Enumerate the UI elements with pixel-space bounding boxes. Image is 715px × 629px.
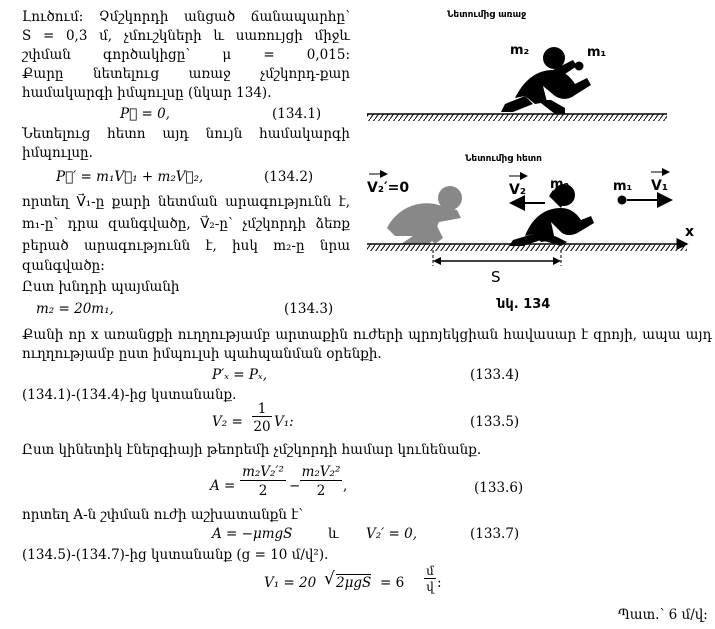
equation-number: (134.1)	[272, 106, 322, 122]
equation-number: (134.2)	[264, 169, 314, 185]
equation-number: (133.4)	[470, 367, 520, 383]
ice-surface-top	[367, 114, 667, 121]
sqrt-icon: √	[324, 569, 335, 589]
stone-after-icon	[618, 196, 627, 205]
equation-133-4: P′ₓ = Pₓ,	[212, 367, 268, 383]
conjunction: և	[328, 526, 339, 542]
text-line: որտեղ V⃗₁-ը քարի նետման արագությունն է,	[22, 194, 350, 210]
equation-134-1: P⃗ = 0,	[120, 106, 170, 122]
fraction-denominator: 2	[316, 483, 326, 499]
minus-sign: −	[289, 478, 301, 494]
answer: Պատ.՝ 6 մ/վ:	[618, 607, 708, 623]
label-x: x	[685, 224, 695, 240]
text-line: m₁-ը՝ դրա զանգվածը, V⃗₂-ը՝ չմշկորդի ձեռք	[22, 216, 350, 232]
ice-surface-bottom	[367, 244, 687, 251]
unit-numerator: մ	[424, 564, 436, 579]
sqrt-radicand: 2μgS	[336, 575, 372, 591]
text-line: Նետելուց հետո այդ նույն համակարգի	[22, 126, 350, 142]
equation-final-lhs: V₁ = 20	[264, 575, 317, 591]
label-m2-top: m₂	[510, 43, 530, 58]
label-m1-top: m₁	[587, 45, 607, 60]
label-m2-bottom: m₂	[550, 177, 570, 192]
text-line: զանգվածը:	[22, 258, 105, 274]
figure-134	[365, 0, 715, 320]
fraction-denominator: 2	[258, 483, 268, 499]
comma: ,	[343, 478, 348, 494]
equation-134-3: m₂ = 20m₁,	[36, 301, 114, 317]
label-s: S	[491, 268, 501, 286]
text-line: համակարգի իմպուլսը (նկար 134).	[22, 85, 272, 101]
text-line: շփման գործակիցը՝ μ = 0,015:	[22, 47, 350, 63]
text-line: որտեղ A-ն շփման ուժի աշխատանքն է՝	[22, 507, 304, 523]
caption-before: Նետումից առաջ	[447, 10, 527, 20]
colon: :	[437, 575, 442, 591]
text-line: S = 0,3 մ, չմուշկների և սառույցի միջև	[22, 28, 350, 44]
label-m1-bottom: m₁	[613, 179, 633, 194]
text-line: Քանի որ x առանցքի ուղղությամբ արտաքին ուժերի պրոյեկցիան հավասար է զրոյի, ապա այդ	[22, 327, 712, 343]
text-line: Ըստ կինետիկ էներգիայի թեորեմի չմշկորդի համար կունենանք.	[22, 442, 482, 458]
fraction-numerator: 1	[252, 402, 272, 417]
text-line: ուղղությամբ ըստ իմպուլսի պահպանման օրենքի.	[22, 346, 382, 362]
text-line: իմպուլսը.	[22, 145, 93, 161]
text-line: բերած արագությունն է, իսկ m₂-ը նրա	[22, 238, 350, 254]
text-line: Ըստ խնդրի պայմանի	[22, 279, 180, 295]
text-line: Լուծում: Չմշկորդի անցած ճանապարհը՝	[22, 9, 350, 25]
label-v2: V₂	[509, 182, 526, 198]
caption-after: Նետումից հետո	[465, 154, 542, 164]
fraction-numerator: m₂V₂′²	[240, 464, 286, 481]
equation-final-rhs: = 6	[380, 575, 405, 591]
figure-label: նկ. 134	[497, 297, 551, 312]
equation-133-7-a: A = −μmgS	[212, 526, 293, 542]
unit-denominator: վ	[426, 580, 434, 594]
equation-number: (133.7)	[470, 526, 520, 542]
equation-133-5-rhs: V₁:	[274, 414, 294, 430]
text-line: Քարը նետելուց առաջ չմշկորդ-քար	[22, 66, 350, 82]
fraction-denominator: 20	[253, 419, 271, 435]
equation-number: (134.3)	[284, 301, 334, 317]
equation-133-5-lhs: V₂ =	[212, 414, 243, 430]
equation-134-2: P⃗′ = m₁V⃗₁ + m₂V⃗₂,	[56, 169, 204, 185]
text-line: (134.5)-(134.7)-ից կստանանք (g = 10 մ/վ²).	[22, 547, 329, 563]
label-v2prime: V₂′=0	[367, 180, 410, 196]
equation-133-7-b: V₂′ = 0,	[366, 526, 418, 542]
text-line: (134.1)-(134.4)-ից կստանանք.	[22, 387, 237, 403]
equation-133-6-lhs: A =	[210, 478, 236, 494]
label-v1: V₁	[651, 178, 668, 194]
equation-number: (133.5)	[470, 414, 520, 430]
equation-number: (133.6)	[474, 480, 524, 496]
fraction-numerator: m₂V₂²	[301, 464, 341, 480]
stone-before-icon	[575, 62, 584, 71]
